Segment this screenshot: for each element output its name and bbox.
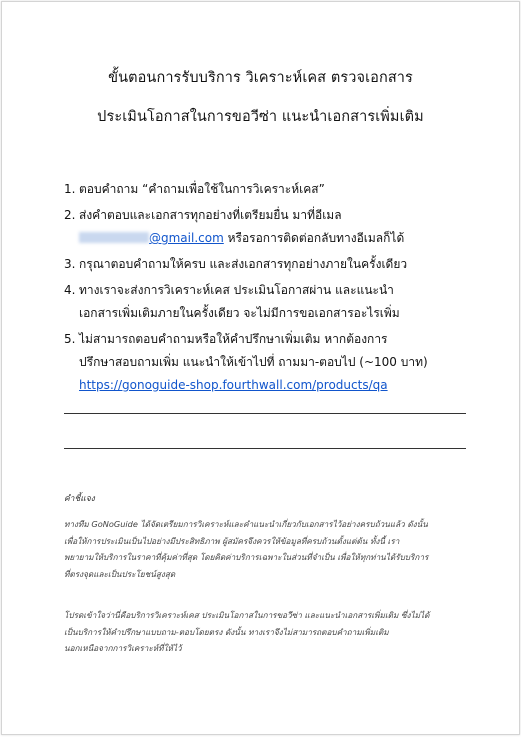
step-number: 5. xyxy=(64,332,76,346)
list-item-step-4 xyxy=(64,279,484,325)
step-text: กรุณาตอบคำถามให้ครบ และส่งเอกสารทุกอย่างภายในครั้งเดียว xyxy=(79,257,408,271)
note-line: เพื่อให้การประเมินเป็นไปอย่างมีประสิทธิภาพ ผู้สมัครจึงควรให้ข้อมูลที่ครบถ้วนตั้งแต่ต้น ทั้งนี้ เรา xyxy=(64,535,400,546)
note-line: โปรดเข้าใจว่านี่คือบริการวิเคราะห์เคส ประเมินโอกาสในการขอวีซ่า และแนะนำเอกสารเพิ่มเติม ซึ่งไม่ได้ xyxy=(64,610,430,620)
list-item-step-2 xyxy=(64,204,484,250)
divider-line-2 xyxy=(64,448,466,449)
step-text: ส่งคำตอบและเอกสารทุกอย่างที่เตรียมยื่น มาที่อีเมล xyxy=(79,208,342,222)
note-line: ที่ตรงจุดและเป็นประโยชน์สูงสุด xyxy=(64,568,176,579)
list-item-step-3 xyxy=(64,253,484,276)
note-line: พยายามให้บริการในราคาที่คุ้มค่าที่สุด โดยคิดค่าบริการเฉพาะในส่วนที่จำเป็น เพื่อให้ทุกท่านได้รับบริการ xyxy=(64,552,429,562)
step-text: ทางเราจะส่งการวิเคราะห์เคส ประเมินโอกาสผ่าน และแนะนำ xyxy=(79,283,394,297)
step-number: 1. xyxy=(64,182,76,196)
qa-shop-link[interactable]: https://gonoguide-shop.fourthwall.com/products/qa xyxy=(79,378,388,392)
note-paragraph-1 xyxy=(64,516,474,582)
step-text: ไม่สามารถตอบคำถามหรือให้คำปรึกษาเพิ่มเติม หากต้องการ xyxy=(79,332,388,346)
step-number: 3. xyxy=(64,257,76,271)
note-paragraph-2 xyxy=(64,607,474,657)
redacted-email-user xyxy=(79,232,149,243)
step-number: 4. xyxy=(64,283,76,297)
divider-line-1 xyxy=(64,413,466,414)
step-text-continued: ปรึกษาสอบถามเพิ่ม แนะนำให้เข้าไปที่ ถามมา-ตอบไป (~100 บาท) xyxy=(79,355,428,369)
email-link[interactable]: @gmail.com xyxy=(149,231,224,245)
step-text-continued: หรือรอการติดต่อกลับทางอีเมลก็ได้ xyxy=(223,231,405,245)
step-text: ตอบคำถาม “คำถามเพื่อใช้ในการวิเคราะห์เคส” xyxy=(79,182,325,196)
note-line: นอกเหนือจากการวิเคราะห์ที่ให้ไว้ xyxy=(64,643,182,653)
note-line: เป็นบริการให้คำปรึกษาแบบถาม-ตอบโดยตรง ดังนั้น ทางเราจึงไม่สามารถตอบคำถามเพิ่มเติม xyxy=(64,626,389,637)
steps-list xyxy=(64,178,484,397)
list-item-step-5 xyxy=(64,328,484,397)
document-page xyxy=(1,1,520,735)
list-item-step-1 xyxy=(64,178,484,201)
note-heading: คำชี้แจง xyxy=(64,494,95,504)
page-title-line-2: ประเมินโอกาสในการขอวีซ่า แนะนำเอกสารเพิ่มเติม xyxy=(97,109,424,125)
step-text-continued: เอกสารเพิ่มเติมภายในครั้งเดียว จะไม่มีการขอเอกสารอะไรเพิ่ม xyxy=(79,306,400,320)
step-number: 2. xyxy=(64,208,76,222)
note-line: ทางทีม GoNoGuide ได้จัดเตรียมการวิเคราะห์และคำแนะนำเกี่ยวกับเอกสารไว้อย่างครบถ้วนแล้ว ดังนั้น xyxy=(64,519,428,529)
page-title-line-1: ขั้นตอนการรับบริการ วิเคราะห์เคส ตรวจเอกสาร xyxy=(108,70,413,86)
